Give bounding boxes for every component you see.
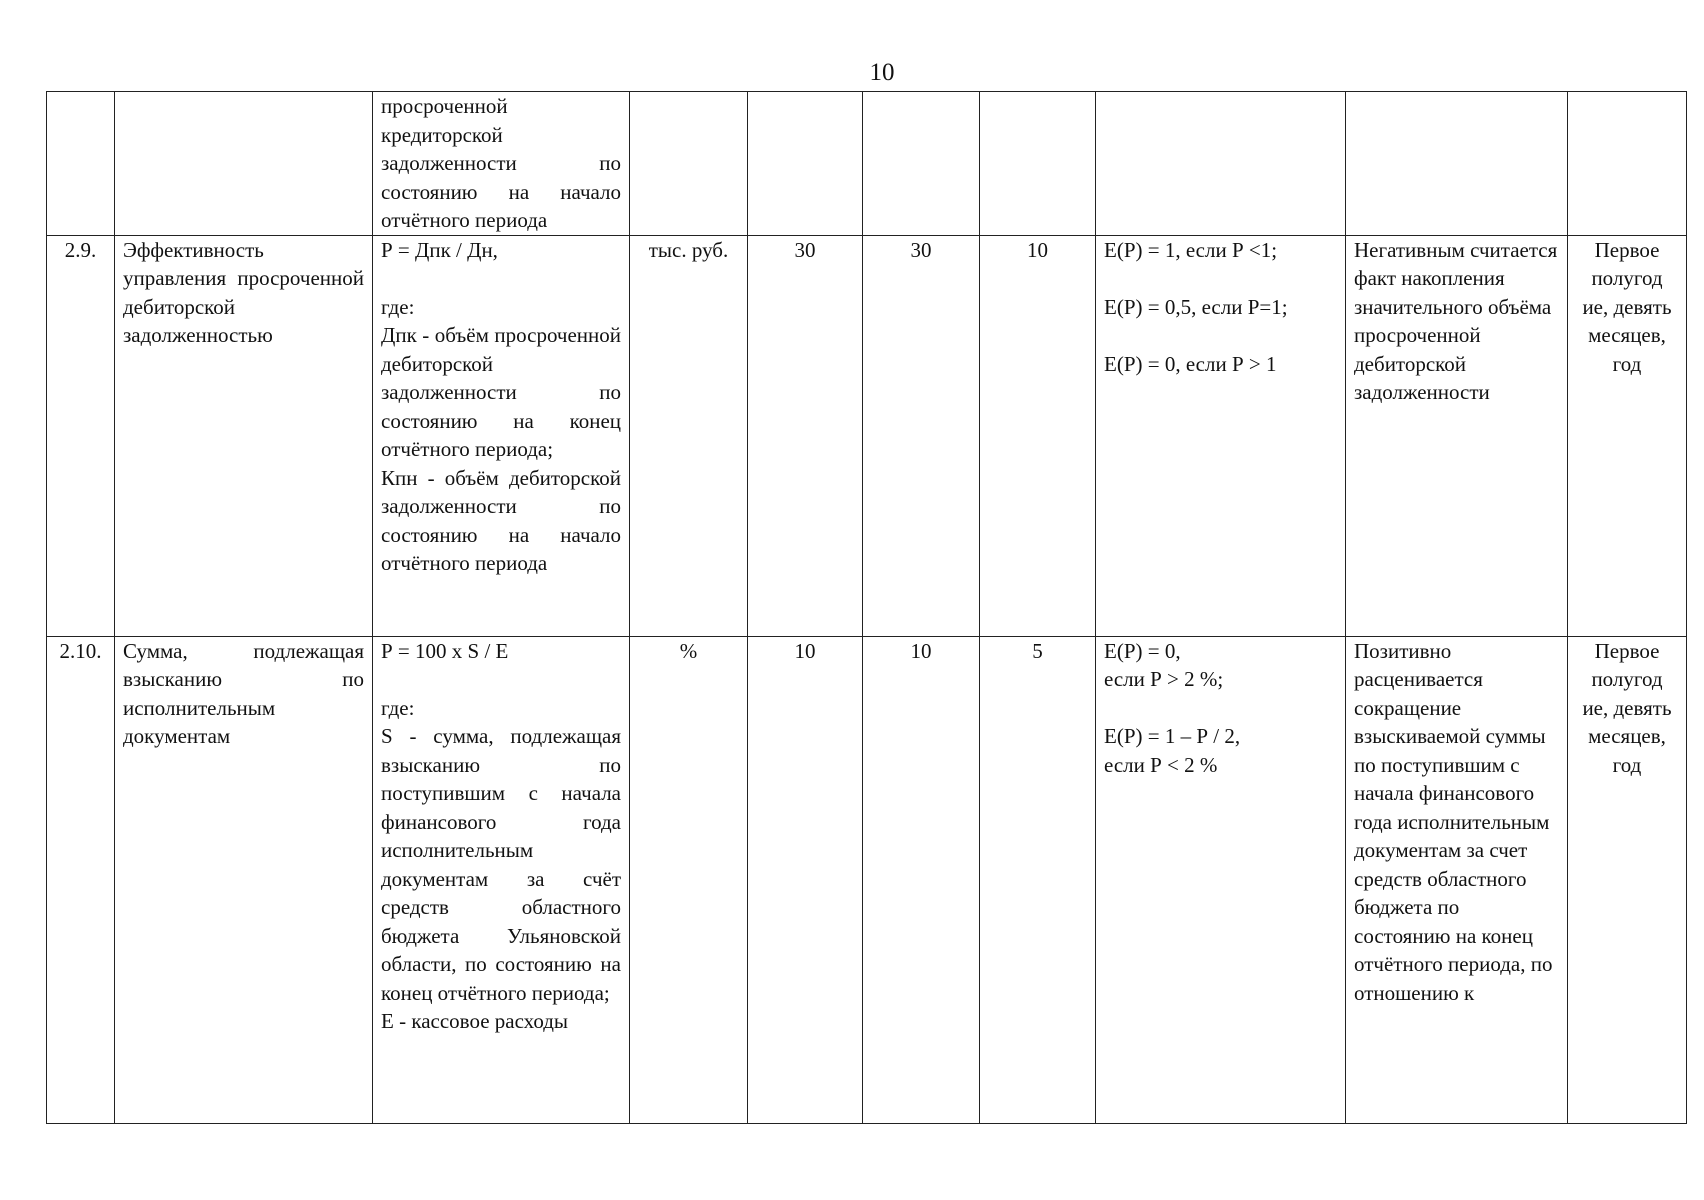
value-cell-2: 10	[863, 636, 980, 1123]
formula-cell	[373, 92, 630, 236]
value-cell-3: 10	[980, 235, 1096, 636]
value-cell-1: 10	[748, 636, 863, 1123]
evaluation-cell	[1096, 92, 1346, 236]
period-cell: Первое полугод ие, девять месяцев, год	[1568, 636, 1687, 1123]
value-cell-3	[980, 92, 1096, 236]
row-number-cell: 2.9.	[47, 235, 115, 636]
evaluation-line	[1104, 694, 1337, 723]
formula-cell	[373, 235, 630, 636]
formula-line: Р = 100 x S / Е	[381, 638, 509, 663]
formula-line: Е - кассовое расходы	[381, 1009, 569, 1033]
evaluation-line: Е(Р) = 1 – Р / 2,	[1104, 724, 1241, 748]
unit-cell	[630, 92, 748, 236]
value-cell-2: 30	[863, 235, 980, 636]
period-cell	[1568, 92, 1687, 236]
formula-line: где:	[381, 294, 415, 319]
comment-cell: Негативным считается факт накопления значительного объёма просроченной дебиторской задолженности	[1346, 235, 1568, 636]
value-cell-1	[748, 92, 863, 236]
evaluation-line: Е(Р) = 1, если Р <1;	[1104, 237, 1278, 262]
table-row	[47, 636, 1687, 1123]
formula-line	[381, 665, 621, 694]
unit-cell: тыс. руб.	[630, 235, 748, 636]
page-number: 10	[869, 59, 895, 86]
comment-cell: Позитивно расценивается сокращение взыскиваемой суммы по поступившим с начала финансового года исполнительным документам за счет средств областного бюджета по состоянию на конец отчётного периода, по отношению к	[1346, 636, 1568, 1123]
row-number-cell: 2.10.	[47, 636, 115, 1123]
formula-line: где:	[381, 695, 415, 720]
formula-line: S - сумма, подлежащая взысканию по поступившим с начала финансового года исполнительным документам за счёт средств областного бюджета Ульяновской области, по состоянию на конец отчётного периода;	[381, 724, 621, 1005]
table-row	[47, 92, 1687, 236]
indicators-table	[46, 91, 1687, 1124]
row-number-cell	[47, 92, 115, 236]
formula-cell	[373, 636, 630, 1123]
unit-cell: %	[630, 636, 748, 1123]
evaluation-cell	[1096, 636, 1346, 1123]
evaluation-line: Е(Р) = 0,	[1104, 638, 1181, 663]
formula-line: просроченной кредиторской задолженности по состоянию на начало отчётного периода	[381, 94, 621, 232]
indicator-name-cell: Сумма, подлежащая взысканию по исполнительным документам	[115, 636, 373, 1123]
formula-line: Р = Дпк / Дн,	[381, 237, 498, 262]
table-row	[47, 235, 1687, 636]
comment-cell	[1346, 92, 1568, 236]
period-cell: Первое полугод ие, девять месяцев, год	[1568, 235, 1687, 636]
evaluation-line: если Р > 2 %;	[1104, 667, 1224, 691]
formula-line: Кпн - объём дебиторской задолженности по состоянию на начало отчётного периода	[381, 465, 621, 575]
evaluation-line: Е(Р) = 0,5, если Р=1;	[1104, 294, 1288, 319]
evaluation-line	[1104, 264, 1337, 293]
value-cell-2	[863, 92, 980, 236]
formula-line	[381, 264, 621, 293]
value-cell-3: 5	[980, 636, 1096, 1123]
formula-line: Дпк - объём просроченной дебиторской задолженности по состоянию на конец отчётного периода;	[381, 323, 621, 461]
evaluation-cell	[1096, 235, 1346, 636]
value-cell-1: 30	[748, 235, 863, 636]
evaluation-line: Е(Р) = 0, если Р > 1	[1104, 351, 1277, 376]
indicator-name-cell	[115, 92, 373, 236]
evaluation-line	[1104, 321, 1337, 350]
evaluation-line: если Р < 2 %	[1104, 752, 1218, 777]
indicator-name-cell: Эффективность управления просроченной дебиторской задолженностью	[115, 235, 373, 636]
